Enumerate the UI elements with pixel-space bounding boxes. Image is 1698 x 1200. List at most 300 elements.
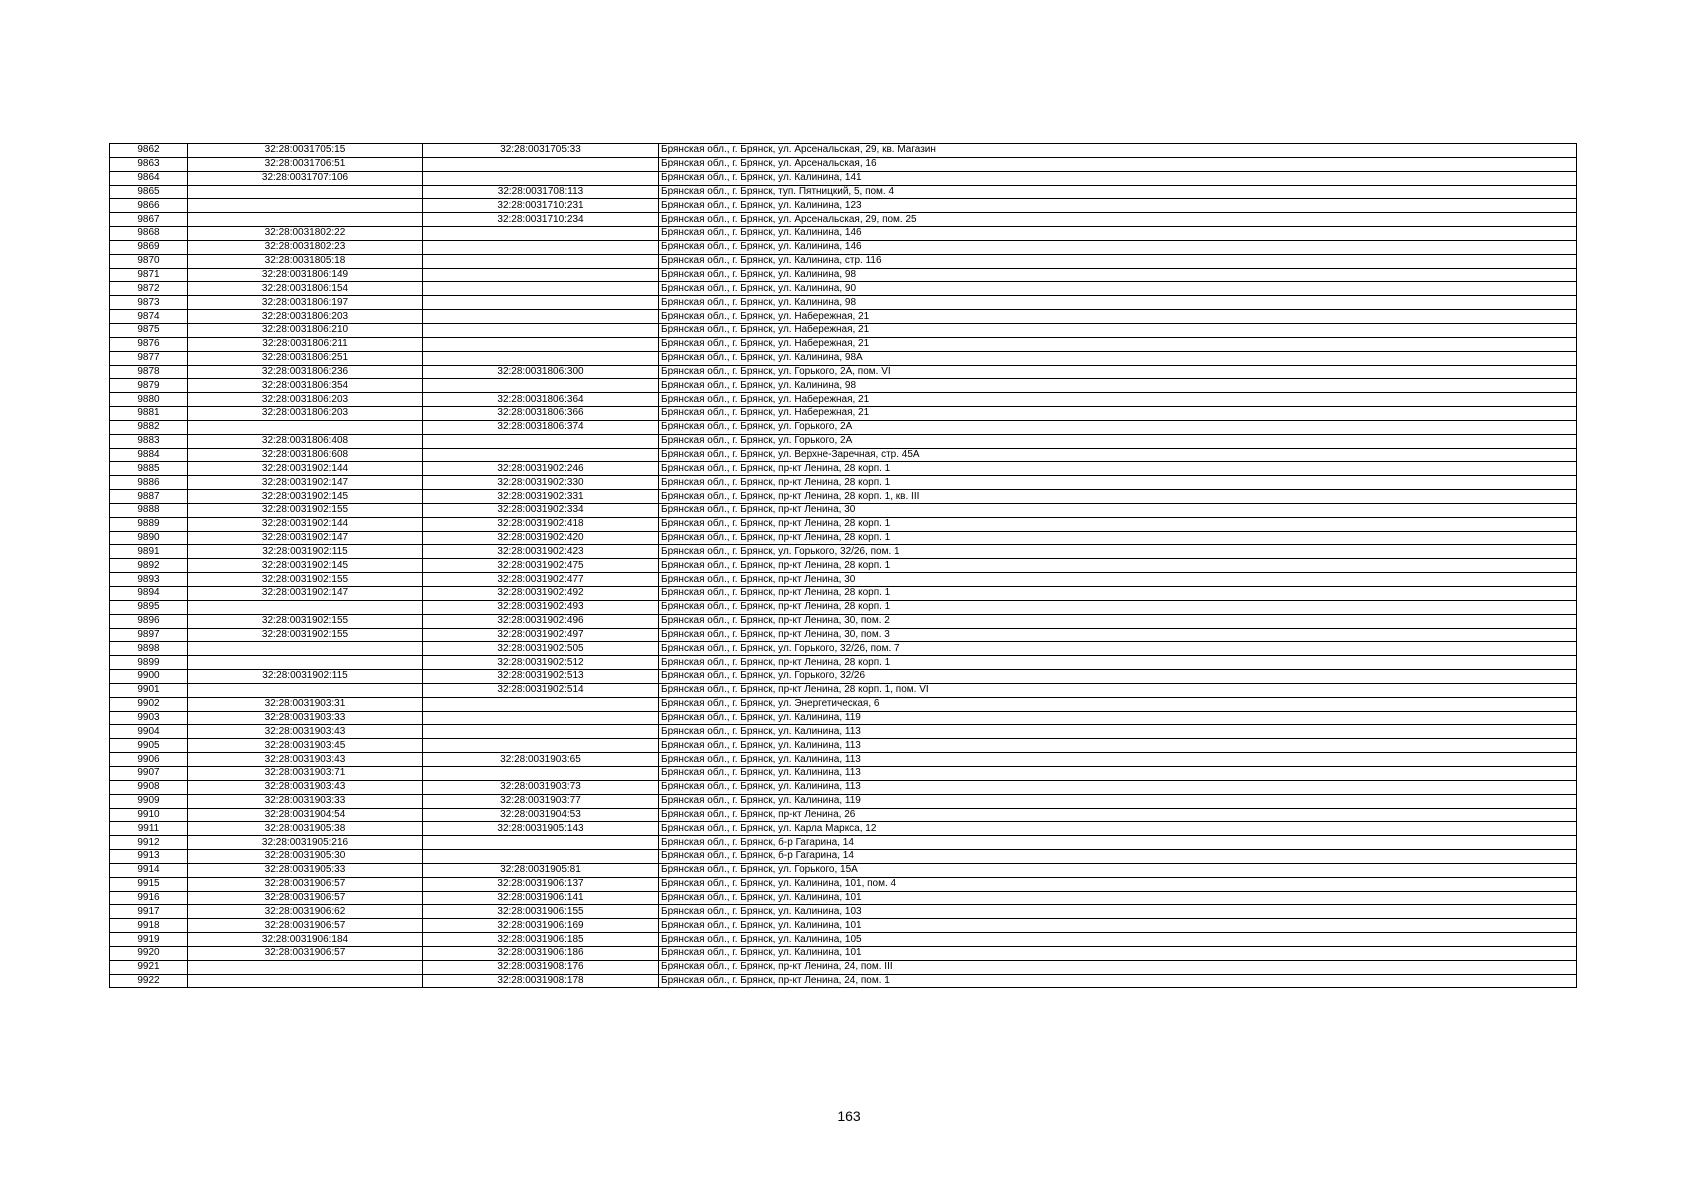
- cadastral-number-cell: 32:28:0031707:106: [188, 171, 423, 185]
- table-row: [110, 974, 1577, 988]
- cadastral-number-cell: 32:28:0031806:154: [188, 282, 423, 296]
- table-row: [110, 448, 1577, 462]
- cadastral-number-cell: 32:28:0031906:57: [188, 919, 423, 933]
- related-cadastral-number-cell: 32:28:0031905:81: [423, 863, 659, 877]
- address-cell: Брянская обл., г. Брянск, ул. Калинина, 113: [659, 739, 1577, 753]
- address-cell: Брянская обл., г. Брянск, пр-кт Ленина, 28 корп. 1: [659, 656, 1577, 670]
- row-number-cell: 9873: [110, 296, 188, 310]
- address-cell: Брянская обл., г. Брянск, пр-кт Ленина, 28 корп. 1: [659, 476, 1577, 490]
- row-number-cell: 9893: [110, 573, 188, 587]
- row-number-cell: 9879: [110, 379, 188, 393]
- cadastral-number-cell: 32:28:0031903:43: [188, 753, 423, 767]
- row-number-cell: 9918: [110, 919, 188, 933]
- related-cadastral-number-cell: 32:28:0031902:513: [423, 670, 659, 684]
- row-number-cell: 9889: [110, 517, 188, 531]
- row-number-cell: 9886: [110, 476, 188, 490]
- related-cadastral-number-cell: 32:28:0031710:231: [423, 199, 659, 213]
- cadastral-number-cell: 32:28:0031806:203: [188, 407, 423, 421]
- related-cadastral-number-cell: [423, 296, 659, 310]
- address-cell: Брянская обл., г. Брянск, ул. Калинина, стр. 116: [659, 254, 1577, 268]
- table-row: [110, 185, 1577, 199]
- cadastral-number-cell: 32:28:0031906:57: [188, 946, 423, 960]
- table-row: [110, 407, 1577, 421]
- row-number-cell: 9909: [110, 794, 188, 808]
- table-row: [110, 711, 1577, 725]
- related-cadastral-number-cell: 32:28:0031903:77: [423, 794, 659, 808]
- cadastral-number-cell: 32:28:0031806:203: [188, 310, 423, 324]
- address-cell: Брянская обл., г. Брянск, ул. Горького, 32/26: [659, 670, 1577, 684]
- related-cadastral-number-cell: 32:28:0031902:497: [423, 628, 659, 642]
- cadastral-number-cell: 32:28:0031902:115: [188, 545, 423, 559]
- cadastral-number-cell: 32:28:0031904:54: [188, 808, 423, 822]
- address-cell: Брянская обл., г. Брянск, ул. Калинина, 123: [659, 199, 1577, 213]
- row-number-cell: 9872: [110, 282, 188, 296]
- cadastral-number-cell: 32:28:0031903:43: [188, 725, 423, 739]
- address-cell: Брянская обл., г. Брянск, пр-кт Ленина, 28 корп. 1: [659, 517, 1577, 531]
- related-cadastral-number-cell: 32:28:0031908:176: [423, 960, 659, 974]
- table-row: [110, 960, 1577, 974]
- related-cadastral-number-cell: 32:28:0031903:73: [423, 780, 659, 794]
- cadastral-number-cell: [188, 642, 423, 656]
- cadastral-number-cell: 32:28:0031905:38: [188, 822, 423, 836]
- cadastral-number-cell: 32:28:0031706:51: [188, 157, 423, 171]
- cadastral-number-cell: 32:28:0031906:57: [188, 877, 423, 891]
- row-number-cell: 9908: [110, 780, 188, 794]
- address-cell: Брянская обл., г. Брянск, пр-кт Ленина, 28 корп. 1: [659, 531, 1577, 545]
- cadastral-number-cell: 32:28:0031902:144: [188, 462, 423, 476]
- related-cadastral-number-cell: [423, 434, 659, 448]
- cadastral-number-cell: 32:28:0031806:211: [188, 337, 423, 351]
- row-number-cell: 9903: [110, 711, 188, 725]
- cadastral-number-cell: 32:28:0031903:45: [188, 739, 423, 753]
- address-cell: Брянская обл., г. Брянск, ул. Калинина, 101: [659, 919, 1577, 933]
- cadastral-number-cell: [188, 974, 423, 988]
- table-row: [110, 642, 1577, 656]
- row-number-cell: 9887: [110, 490, 188, 504]
- cadastral-number-cell: [188, 199, 423, 213]
- related-cadastral-number-cell: 32:28:0031902:505: [423, 642, 659, 656]
- table-row: [110, 780, 1577, 794]
- related-cadastral-number-cell: 32:28:0031902:492: [423, 587, 659, 601]
- related-cadastral-number-cell: [423, 850, 659, 864]
- related-cadastral-number-cell: 32:28:0031902:334: [423, 503, 659, 517]
- row-number-cell: 9878: [110, 365, 188, 379]
- cadastral-number-cell: 32:28:0031905:33: [188, 863, 423, 877]
- address-cell: Брянская обл., г. Брянск, пр-кт Ленина, 24, пом. 1: [659, 974, 1577, 988]
- row-number-cell: 9875: [110, 323, 188, 337]
- related-cadastral-number-cell: [423, 448, 659, 462]
- table-row: [110, 600, 1577, 614]
- cadastral-number-cell: [188, 600, 423, 614]
- cadastral-number-cell: 32:28:0031806:197: [188, 296, 423, 310]
- table-row: [110, 836, 1577, 850]
- cadastral-number-cell: 32:28:0031902:155: [188, 628, 423, 642]
- cadastral-number-cell: 32:28:0031902:145: [188, 559, 423, 573]
- cadastral-number-cell: 32:28:0031806:149: [188, 268, 423, 282]
- related-cadastral-number-cell: [423, 282, 659, 296]
- related-cadastral-number-cell: 32:28:0031902:418: [423, 517, 659, 531]
- address-cell: Брянская обл., г. Брянск, ул. Калинина, 119: [659, 711, 1577, 725]
- table-row: [110, 946, 1577, 960]
- cadastral-number-cell: [188, 185, 423, 199]
- related-cadastral-number-cell: [423, 171, 659, 185]
- row-number-cell: 9922: [110, 974, 188, 988]
- address-cell: Брянская обл., г. Брянск, ул. Калинина, 98: [659, 379, 1577, 393]
- address-cell: Брянская обл., г. Брянск, пр-кт Ленина, 30, пом. 2: [659, 614, 1577, 628]
- row-number-cell: 9885: [110, 462, 188, 476]
- row-number-cell: 9915: [110, 877, 188, 891]
- table-row: [110, 268, 1577, 282]
- related-cadastral-number-cell: 32:28:0031906:186: [423, 946, 659, 960]
- table-row: [110, 171, 1577, 185]
- row-number-cell: 9899: [110, 656, 188, 670]
- address-cell: Брянская обл., г. Брянск, ул. Горького, 32/26, пом. 1: [659, 545, 1577, 559]
- address-cell: Брянская обл., г. Брянск, ул. Верхне-Заречная, стр. 45А: [659, 448, 1577, 462]
- cadastral-number-cell: 32:28:0031903:43: [188, 780, 423, 794]
- cadastral-number-cell: 32:28:0031902:155: [188, 614, 423, 628]
- cadastral-number-cell: 32:28:0031806:408: [188, 434, 423, 448]
- address-cell: Брянская обл., г. Брянск, ул. Калинина, 98А: [659, 351, 1577, 365]
- cadastral-number-cell: 32:28:0031806:210: [188, 323, 423, 337]
- cadastral-number-cell: 32:28:0031902:147: [188, 531, 423, 545]
- row-number-cell: 9912: [110, 836, 188, 850]
- related-cadastral-number-cell: [423, 725, 659, 739]
- table-row: [110, 697, 1577, 711]
- address-cell: Брянская обл., г. Брянск, пр-кт Ленина, 26: [659, 808, 1577, 822]
- address-cell: Брянская обл., г. Брянск, пр-кт Ленина, 24, пом. III: [659, 960, 1577, 974]
- address-cell: Брянская обл., г. Брянск, ул. Набережная, 21: [659, 337, 1577, 351]
- cadastral-number-cell: [188, 960, 423, 974]
- cadastral-number-cell: 32:28:0031903:71: [188, 766, 423, 780]
- address-cell: Брянская обл., г. Брянск, ул. Карла Маркса, 12: [659, 822, 1577, 836]
- row-number-cell: 9901: [110, 683, 188, 697]
- address-cell: Брянская обл., г. Брянск, ул. Калинина, 101: [659, 946, 1577, 960]
- table-row: [110, 240, 1577, 254]
- table-row: [110, 850, 1577, 864]
- registry-table: [109, 143, 1577, 988]
- table-row: [110, 420, 1577, 434]
- row-number-cell: 9911: [110, 822, 188, 836]
- row-number-cell: 9894: [110, 587, 188, 601]
- address-cell: Брянская обл., г. Брянск, пр-кт Ленина, 28 корп. 1: [659, 559, 1577, 573]
- table-row: [110, 503, 1577, 517]
- cadastral-number-cell: 32:28:0031806:236: [188, 365, 423, 379]
- related-cadastral-number-cell: 32:28:0031902:514: [423, 683, 659, 697]
- row-number-cell: 9906: [110, 753, 188, 767]
- cadastral-number-cell: 32:28:0031905:216: [188, 836, 423, 850]
- table-row: [110, 545, 1577, 559]
- table-row: [110, 670, 1577, 684]
- cadastral-number-cell: 32:28:0031705:15: [188, 144, 423, 158]
- table-row: [110, 933, 1577, 947]
- address-cell: Брянская обл., г. Брянск, ул. Горького, 15А: [659, 863, 1577, 877]
- address-cell: Брянская обл., г. Брянск, ул. Калинина, 98: [659, 296, 1577, 310]
- page-number: 163: [837, 1108, 861, 1124]
- row-number-cell: 9884: [110, 448, 188, 462]
- table-row: [110, 891, 1577, 905]
- address-cell: Брянская обл., г. Брянск, ул. Калинина, 113: [659, 725, 1577, 739]
- row-number-cell: 9871: [110, 268, 188, 282]
- row-number-cell: 9862: [110, 144, 188, 158]
- table-row: [110, 199, 1577, 213]
- table-row: [110, 739, 1577, 753]
- table-row: [110, 587, 1577, 601]
- table-row: [110, 822, 1577, 836]
- related-cadastral-number-cell: 32:28:0031906:185: [423, 933, 659, 947]
- address-cell: Брянская обл., г. Брянск, б-р Гагарина, 14: [659, 836, 1577, 850]
- cadastral-number-cell: 32:28:0031902:145: [188, 490, 423, 504]
- table-row: [110, 490, 1577, 504]
- address-cell: Брянская обл., г. Брянск, ул. Калинина, 113: [659, 766, 1577, 780]
- cadastral-number-cell: [188, 683, 423, 697]
- row-number-cell: 9904: [110, 725, 188, 739]
- related-cadastral-number-cell: 32:28:0031902:475: [423, 559, 659, 573]
- row-number-cell: 9921: [110, 960, 188, 974]
- related-cadastral-number-cell: [423, 351, 659, 365]
- row-number-cell: 9898: [110, 642, 188, 656]
- related-cadastral-number-cell: 32:28:0031806:366: [423, 407, 659, 421]
- table-row: [110, 323, 1577, 337]
- address-cell: Брянская обл., г. Брянск, ул. Калинина, 90: [659, 282, 1577, 296]
- row-number-cell: 9869: [110, 240, 188, 254]
- row-number-cell: 9920: [110, 946, 188, 960]
- related-cadastral-number-cell: [423, 227, 659, 241]
- row-number-cell: 9863: [110, 157, 188, 171]
- address-cell: Брянская обл., г. Брянск, ул. Калинина, 119: [659, 794, 1577, 808]
- related-cadastral-number-cell: 32:28:0031806:374: [423, 420, 659, 434]
- cadastral-number-cell: 32:28:0031906:57: [188, 891, 423, 905]
- row-number-cell: 9864: [110, 171, 188, 185]
- related-cadastral-number-cell: [423, 739, 659, 753]
- cadastral-number-cell: 32:28:0031902:155: [188, 573, 423, 587]
- address-cell: Брянская обл., г. Брянск, ул. Калинина, 146: [659, 240, 1577, 254]
- table-row: [110, 725, 1577, 739]
- related-cadastral-number-cell: [423, 310, 659, 324]
- address-cell: Брянская обл., г. Брянск, ул. Калинина, 101: [659, 891, 1577, 905]
- address-cell: Брянская обл., г. Брянск, ул. Калинина, 141: [659, 171, 1577, 185]
- row-number-cell: 9882: [110, 420, 188, 434]
- row-number-cell: 9888: [110, 503, 188, 517]
- table-row: [110, 905, 1577, 919]
- address-cell: Брянская обл., г. Брянск, пр-кт Ленина, 28 корп. 1: [659, 462, 1577, 476]
- row-number-cell: 9876: [110, 337, 188, 351]
- cadastral-number-cell: 32:28:0031806:608: [188, 448, 423, 462]
- cadastral-number-cell: 32:28:0031806:203: [188, 393, 423, 407]
- table-row: [110, 379, 1577, 393]
- row-number-cell: 9890: [110, 531, 188, 545]
- address-cell: Брянская обл., г. Брянск, ул. Горького, 2А: [659, 420, 1577, 434]
- related-cadastral-number-cell: [423, 323, 659, 337]
- address-cell: Брянская обл., г. Брянск, ул. Набережная, 21: [659, 310, 1577, 324]
- related-cadastral-number-cell: [423, 379, 659, 393]
- address-cell: Брянская обл., г. Брянск, ул. Горького, 2А, пом. VI: [659, 365, 1577, 379]
- related-cadastral-number-cell: 32:28:0031806:364: [423, 393, 659, 407]
- related-cadastral-number-cell: 32:28:0031906:169: [423, 919, 659, 933]
- table-row: [110, 393, 1577, 407]
- cadastral-number-cell: 32:28:0031902:147: [188, 476, 423, 490]
- table-row: [110, 559, 1577, 573]
- address-cell: Брянская обл., г. Брянск, ул. Калинина, 98: [659, 268, 1577, 282]
- related-cadastral-number-cell: 32:28:0031906:155: [423, 905, 659, 919]
- cadastral-number-cell: [188, 420, 423, 434]
- related-cadastral-number-cell: 32:28:0031908:178: [423, 974, 659, 988]
- table-row: [110, 365, 1577, 379]
- address-cell: Брянская обл., г. Брянск, пр-кт Ленина, 28 корп. 1, кв. III: [659, 490, 1577, 504]
- related-cadastral-number-cell: 32:28:0031902:331: [423, 490, 659, 504]
- related-cadastral-number-cell: [423, 766, 659, 780]
- table-row: [110, 476, 1577, 490]
- table-row: [110, 766, 1577, 780]
- cadastral-number-cell: 32:28:0031902:144: [188, 517, 423, 531]
- table-row: [110, 296, 1577, 310]
- address-cell: Брянская обл., г. Брянск, пр-кт Ленина, 28 корп. 1: [659, 587, 1577, 601]
- row-number-cell: 9892: [110, 559, 188, 573]
- related-cadastral-number-cell: [423, 836, 659, 850]
- related-cadastral-number-cell: 32:28:0031902:420: [423, 531, 659, 545]
- row-number-cell: 9870: [110, 254, 188, 268]
- row-number-cell: 9902: [110, 697, 188, 711]
- related-cadastral-number-cell: 32:28:0031902:496: [423, 614, 659, 628]
- related-cadastral-number-cell: 32:28:0031710:234: [423, 213, 659, 227]
- table-row: [110, 337, 1577, 351]
- table-row: [110, 227, 1577, 241]
- table-row: [110, 919, 1577, 933]
- table-row: [110, 753, 1577, 767]
- row-number-cell: 9868: [110, 227, 188, 241]
- row-number-cell: 9883: [110, 434, 188, 448]
- table-row: [110, 213, 1577, 227]
- table-row: [110, 808, 1577, 822]
- related-cadastral-number-cell: [423, 268, 659, 282]
- related-cadastral-number-cell: 32:28:0031904:53: [423, 808, 659, 822]
- row-number-cell: 9867: [110, 213, 188, 227]
- table-row: [110, 628, 1577, 642]
- row-number-cell: 9891: [110, 545, 188, 559]
- row-number-cell: 9917: [110, 905, 188, 919]
- related-cadastral-number-cell: [423, 711, 659, 725]
- cadastral-number-cell: 32:28:0031906:62: [188, 905, 423, 919]
- address-cell: Брянская обл., г. Брянск, ул. Энергетическая, 6: [659, 697, 1577, 711]
- related-cadastral-number-cell: 32:28:0031902:330: [423, 476, 659, 490]
- cadastral-number-cell: 32:28:0031903:33: [188, 711, 423, 725]
- address-cell: Брянская обл., г. Брянск, пр-кт Ленина, 28 корп. 1: [659, 600, 1577, 614]
- related-cadastral-number-cell: 32:28:0031903:65: [423, 753, 659, 767]
- address-cell: Брянская обл., г. Брянск, ул. Арсенальская, 16: [659, 157, 1577, 171]
- row-number-cell: 9907: [110, 766, 188, 780]
- row-number-cell: 9881: [110, 407, 188, 421]
- address-cell: Брянская обл., г. Брянск, ул. Калинина, 113: [659, 780, 1577, 794]
- address-cell: Брянская обл., г. Брянск, пр-кт Ленина, 30: [659, 573, 1577, 587]
- address-cell: Брянская обл., г. Брянск, ул. Калинина, 101, пом. 4: [659, 877, 1577, 891]
- related-cadastral-number-cell: 32:28:0031906:137: [423, 877, 659, 891]
- row-number-cell: 9874: [110, 310, 188, 324]
- related-cadastral-number-cell: 32:28:0031708:113: [423, 185, 659, 199]
- table-row: [110, 434, 1577, 448]
- address-cell: Брянская обл., г. Брянск, ул. Арсенальская, 29, кв. Магазин: [659, 144, 1577, 158]
- table-row: [110, 282, 1577, 296]
- table-row: [110, 254, 1577, 268]
- cadastral-number-cell: 32:28:0031806:354: [188, 379, 423, 393]
- address-cell: Брянская обл., г. Брянск, ул. Калинина, 146: [659, 227, 1577, 241]
- cadastral-number-cell: 32:28:0031905:30: [188, 850, 423, 864]
- related-cadastral-number-cell: 32:28:0031902:246: [423, 462, 659, 476]
- row-number-cell: 9900: [110, 670, 188, 684]
- row-number-cell: 9910: [110, 808, 188, 822]
- registry-table-body: [110, 144, 1577, 988]
- table-row: [110, 614, 1577, 628]
- table-row: [110, 656, 1577, 670]
- table-row: [110, 517, 1577, 531]
- related-cadastral-number-cell: 32:28:0031905:143: [423, 822, 659, 836]
- row-number-cell: 9895: [110, 600, 188, 614]
- related-cadastral-number-cell: 32:28:0031806:300: [423, 365, 659, 379]
- table-row: [110, 157, 1577, 171]
- address-cell: Брянская обл., г. Брянск, пр-кт Ленина, 30, пом. 3: [659, 628, 1577, 642]
- address-cell: Брянская обл., г. Брянск, ул. Калинина, 113: [659, 753, 1577, 767]
- address-cell: Брянская обл., г. Брянск, туп. Пятницкий, 5, пом. 4: [659, 185, 1577, 199]
- address-cell: Брянская обл., г. Брянск, б-р Гагарина, 14: [659, 850, 1577, 864]
- row-number-cell: 9916: [110, 891, 188, 905]
- table-row: [110, 573, 1577, 587]
- related-cadastral-number-cell: [423, 254, 659, 268]
- row-number-cell: 9905: [110, 739, 188, 753]
- row-number-cell: 9919: [110, 933, 188, 947]
- row-number-cell: 9897: [110, 628, 188, 642]
- cadastral-number-cell: 32:28:0031903:33: [188, 794, 423, 808]
- row-number-cell: 9877: [110, 351, 188, 365]
- table-row: [110, 462, 1577, 476]
- related-cadastral-number-cell: [423, 337, 659, 351]
- related-cadastral-number-cell: 32:28:0031902:423: [423, 545, 659, 559]
- cadastral-number-cell: 32:28:0031802:22: [188, 227, 423, 241]
- cadastral-number-cell: [188, 213, 423, 227]
- table-row: [110, 794, 1577, 808]
- cadastral-number-cell: 32:28:0031806:251: [188, 351, 423, 365]
- address-cell: Брянская обл., г. Брянск, ул. Набережная, 21: [659, 393, 1577, 407]
- related-cadastral-number-cell: 32:28:0031705:33: [423, 144, 659, 158]
- related-cadastral-number-cell: [423, 697, 659, 711]
- related-cadastral-number-cell: [423, 240, 659, 254]
- row-number-cell: 9896: [110, 614, 188, 628]
- address-cell: Брянская обл., г. Брянск, ул. Набережная, 21: [659, 323, 1577, 337]
- related-cadastral-number-cell: 32:28:0031902:512: [423, 656, 659, 670]
- table-row: [110, 531, 1577, 545]
- cadastral-number-cell: 32:28:0031902:115: [188, 670, 423, 684]
- address-cell: Брянская обл., г. Брянск, пр-кт Ленина, 28 корп. 1, пом. VI: [659, 683, 1577, 697]
- address-cell: Брянская обл., г. Брянск, ул. Арсенальская, 29, пом. 25: [659, 213, 1577, 227]
- cadastral-number-cell: 32:28:0031805:18: [188, 254, 423, 268]
- table-row: [110, 351, 1577, 365]
- cadastral-number-cell: 32:28:0031902:155: [188, 503, 423, 517]
- related-cadastral-number-cell: 32:28:0031906:141: [423, 891, 659, 905]
- row-number-cell: 9866: [110, 199, 188, 213]
- table-row: [110, 877, 1577, 891]
- cadastral-number-cell: 32:28:0031902:147: [188, 587, 423, 601]
- related-cadastral-number-cell: 32:28:0031902:477: [423, 573, 659, 587]
- address-cell: Брянская обл., г. Брянск, ул. Калинина, 105: [659, 933, 1577, 947]
- address-cell: Брянская обл., г. Брянск, ул. Горького, 2А: [659, 434, 1577, 448]
- address-cell: Брянская обл., г. Брянск, пр-кт Ленина, 30: [659, 503, 1577, 517]
- address-cell: Брянская обл., г. Брянск, ул. Калинина, 103: [659, 905, 1577, 919]
- table-row: [110, 683, 1577, 697]
- table-row: [110, 863, 1577, 877]
- table-row: [110, 144, 1577, 158]
- cadastral-number-cell: 32:28:0031906:184: [188, 933, 423, 947]
- related-cadastral-number-cell: 32:28:0031902:493: [423, 600, 659, 614]
- row-number-cell: 9865: [110, 185, 188, 199]
- cadastral-number-cell: 32:28:0031802:23: [188, 240, 423, 254]
- address-cell: Брянская обл., г. Брянск, ул. Горького, 32/26, пом. 7: [659, 642, 1577, 656]
